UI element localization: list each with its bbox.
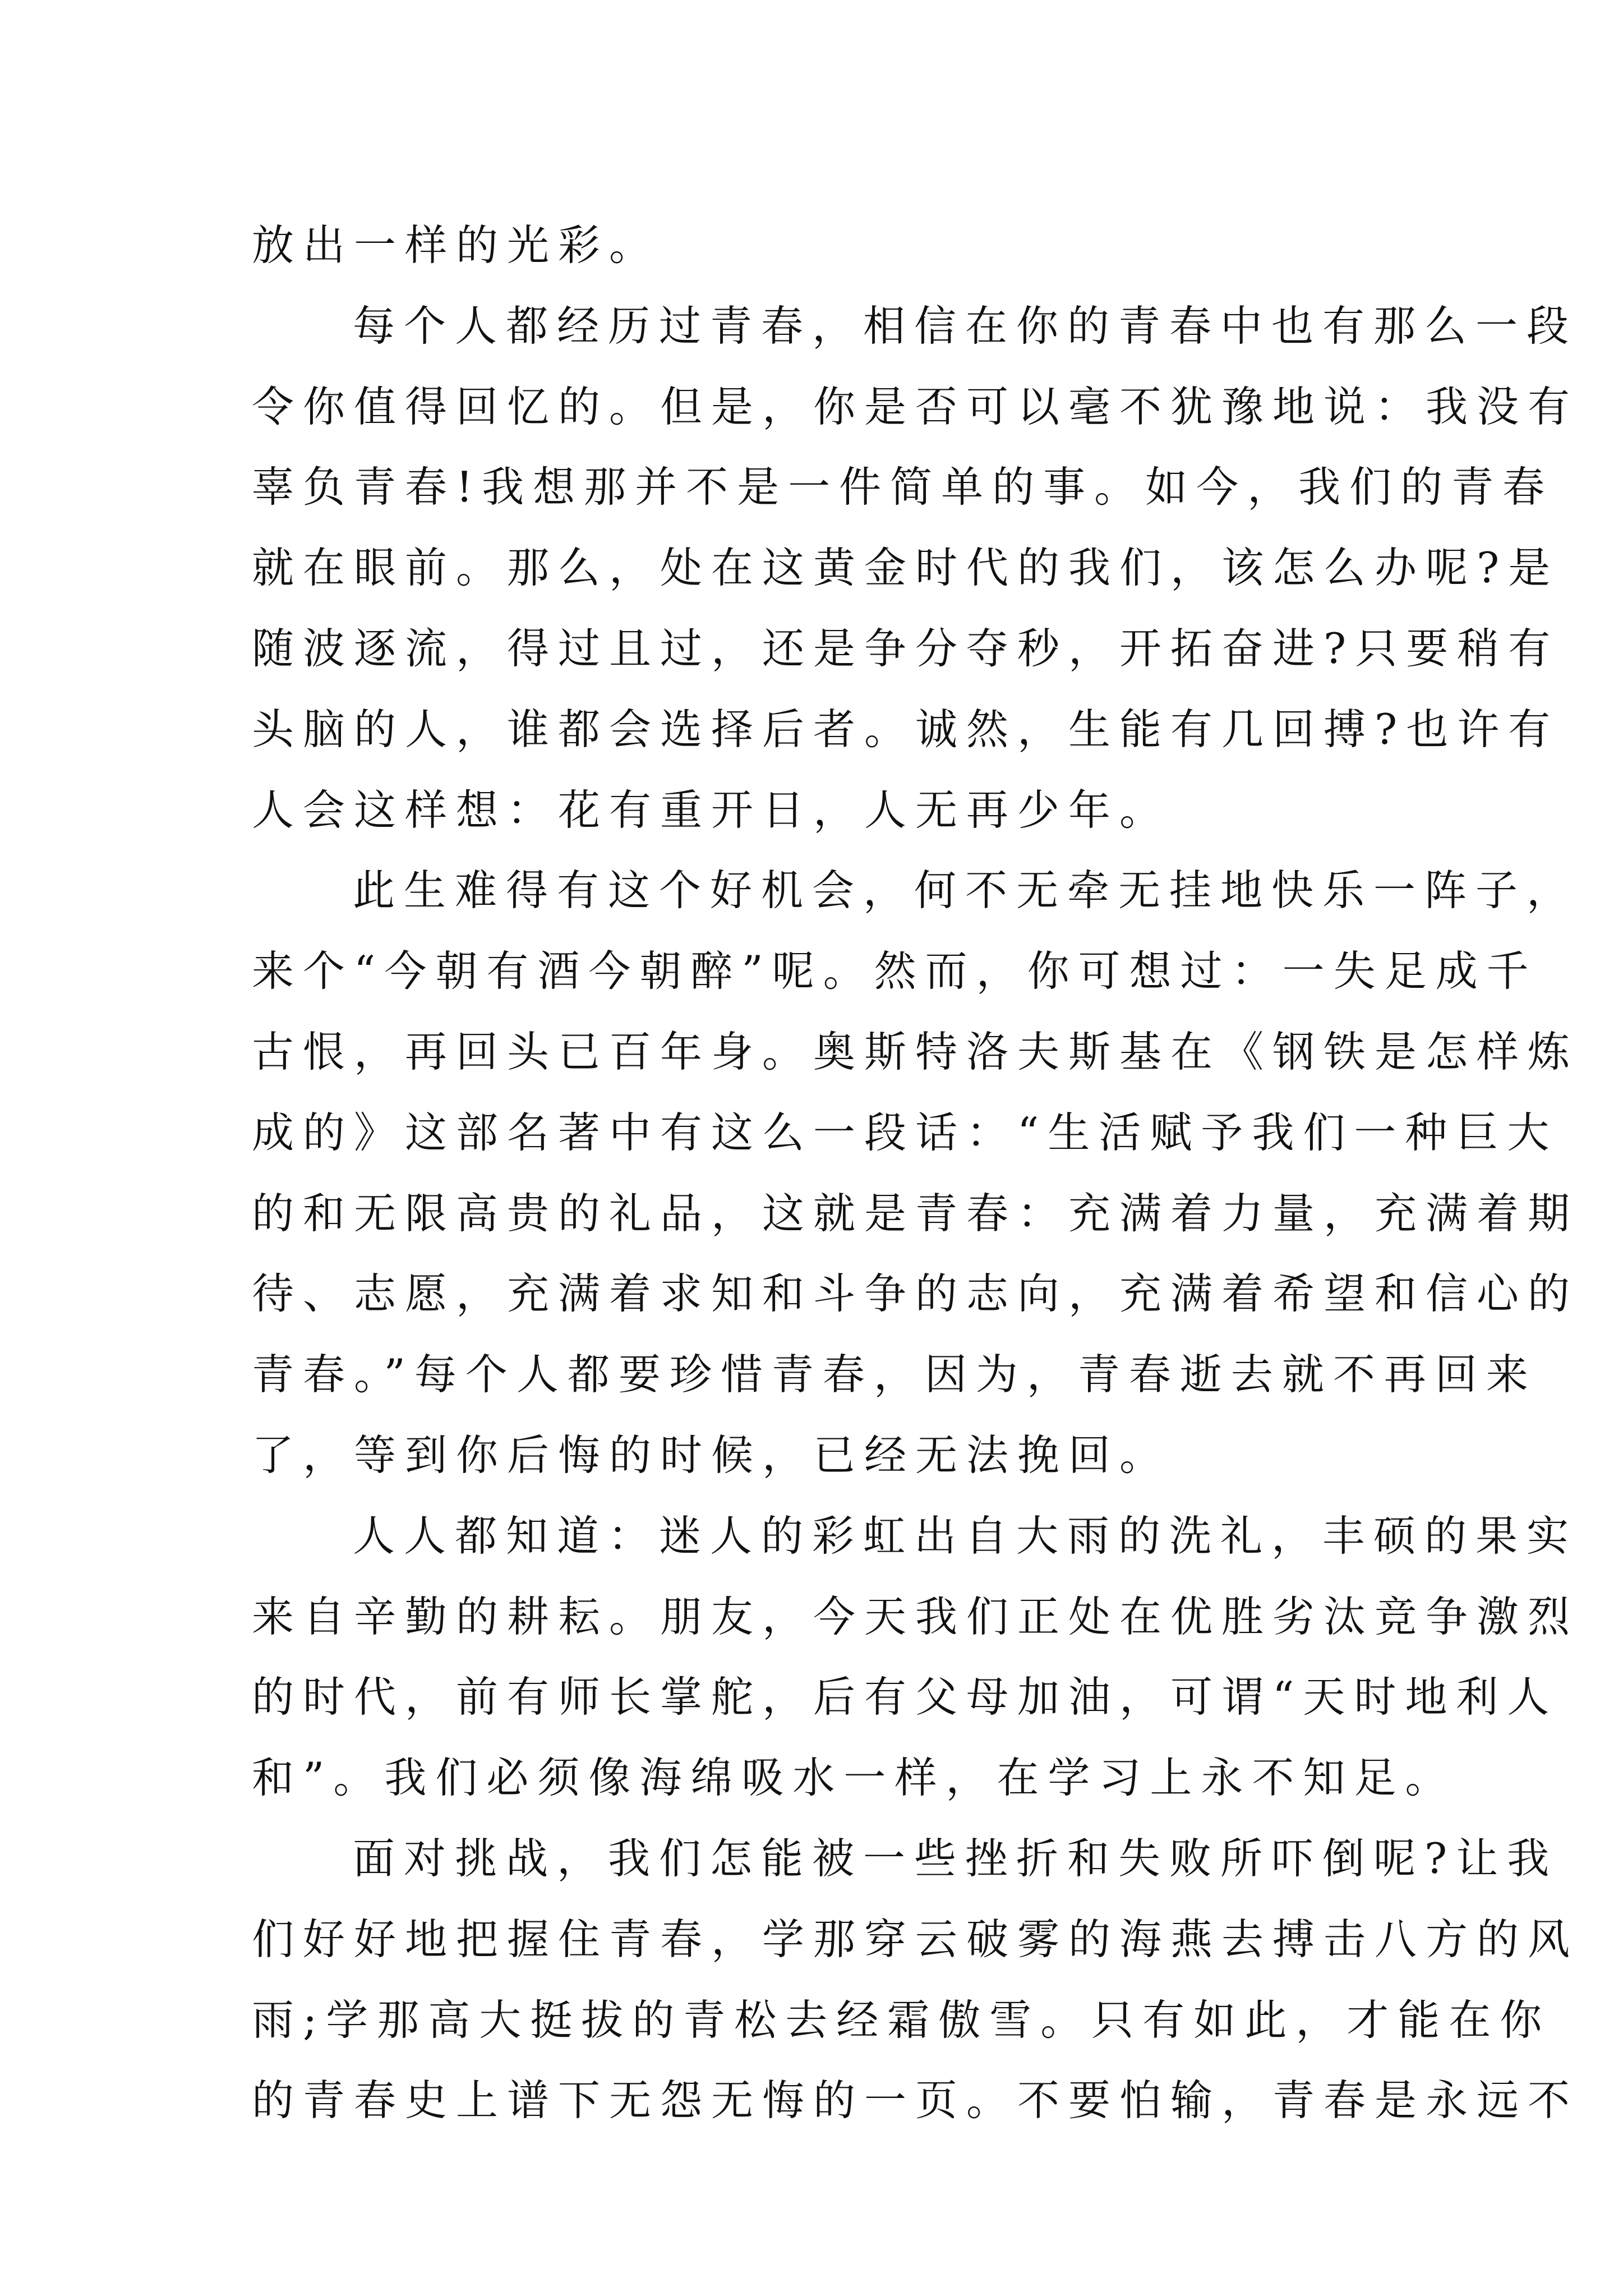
text-line: 放出一样的光彩。 — [252, 220, 661, 270]
text-line: 青春。”每个人都要珍惜青春，因为，青春逝去就不再回来 — [252, 1350, 1537, 1400]
paragraph-first-line: 每个人都经历过青春，相信在你的青春中也有那么一段 — [353, 301, 1578, 351]
text-line: 的和无限高贵的礼品，这就是青春：充满着力量，充满着期 — [252, 1188, 1579, 1238]
essay-body — [252, 205, 1579, 2141]
text-line: 头脑的人，谁都会选择后者。诚然，生能有几回搏?也许有 — [252, 704, 1560, 754]
text-line: 就在眼前。那么，处在这黄金时代的我们，该怎么办呢?是 — [252, 543, 1560, 593]
paragraph-first-line: 人人都知道：迷人的彩虹出自大雨的洗礼，丰硕的果实 — [353, 1511, 1578, 1561]
text-line: 们好好地把握住青春，学那穿云破雾的海燕去搏击八方的风 — [252, 1914, 1579, 1964]
text-line: 来自辛勤的耕耘。朋友，今天我们正处在优胜劣汰竞争激烈 — [252, 1591, 1579, 1641]
text-line: 令你值得回忆的。但是，你是否可以毫不犹豫地说：我没有 — [252, 381, 1579, 431]
text-line: 辜负青春!我想那并不是一件简单的事。如今，我们的青春 — [252, 462, 1554, 512]
text-line: 和”。我们必须像海绵吸水一样，在学习上永不知足。 — [252, 1753, 1456, 1803]
text-line: 的青春史上谱下无怨无悔的一页。不要怕输，青春是永远不 — [252, 2076, 1579, 2125]
text-line: 人会这样想：花有重开日，人无再少年。 — [252, 785, 1171, 835]
text-line: 古恨，再回头已百年身。奥斯特洛夫斯基在《钢铁是怎样炼 — [252, 1027, 1579, 1076]
text-line: 的时代，前有师长掌舵，后有父母加油，可谓“天时地利人 — [252, 1672, 1559, 1722]
text-line: 雨;学那高大挺拔的青松去经霜傲雪。只有如此，才能在你 — [252, 1995, 1551, 2045]
text-line: 随波逐流，得过且过，还是争分夺秒，开拓奋进?只要稍有 — [252, 623, 1560, 673]
text-line: 了，等到你后悔的时候，已经无法挽回。 — [252, 1430, 1171, 1480]
text-line: 待、志愿，充满着求知和斗争的志向，充满着希望和信心的 — [252, 1269, 1579, 1319]
text-line: 来个“今朝有酒今朝醉”呢。然而，你可想过：一失足成千 — [252, 946, 1538, 996]
paragraph-first-line: 此生难得有这个好机会，何不无牵无挂地快乐一阵子， — [353, 866, 1578, 915]
paragraph-first-line: 面对挑战，我们怎能被一些挫折和失败所吓倒呢?让我 — [353, 1833, 1559, 1883]
text-line: 成的》这部名著中有这么一段话：“生活赋予我们一种巨大 — [252, 1107, 1559, 1157]
